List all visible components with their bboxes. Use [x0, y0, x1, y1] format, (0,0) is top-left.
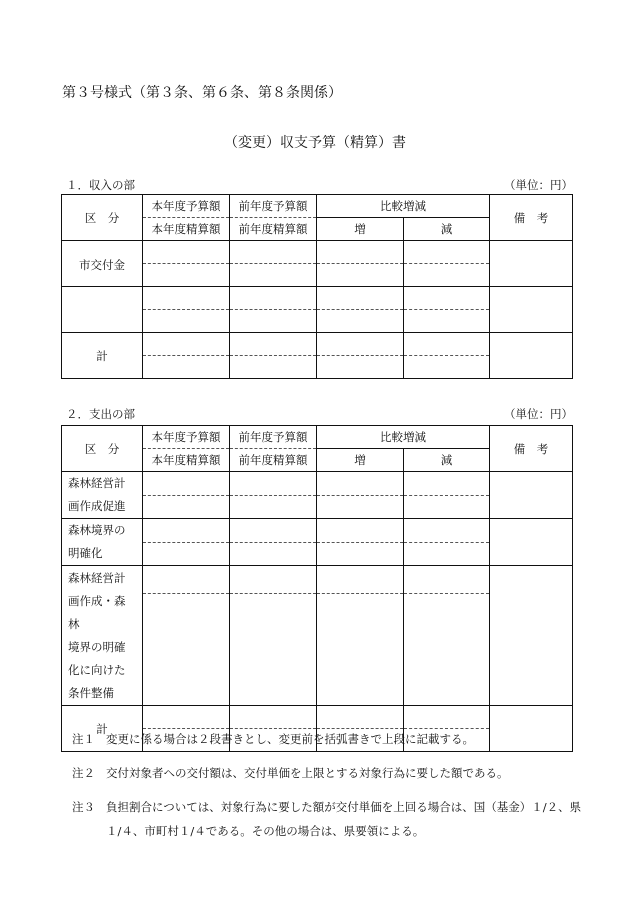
- income-table: [61, 194, 573, 379]
- table-cell: [143, 594, 230, 706]
- expense-total-label: 計: [62, 706, 143, 752]
- header-this-year-budget: 本年度予算額: [143, 426, 230, 449]
- header-prev-year-budget: 前年度予算額: [230, 195, 317, 218]
- note-number: 注２: [72, 766, 95, 780]
- header-remarks: 備 考: [490, 195, 573, 241]
- table-cell: [404, 356, 490, 379]
- table-cell: [143, 566, 230, 594]
- expense-unit-label: （単位：円）: [504, 407, 573, 421]
- expense-row-label: [62, 519, 143, 566]
- table-cell: [404, 241, 490, 264]
- table-cell: [490, 287, 573, 333]
- table-cell: [317, 542, 404, 566]
- table-cell: [143, 287, 230, 310]
- note-item: [72, 761, 592, 785]
- label-line: 森林経営計: [68, 571, 126, 585]
- expense-section-label: ２．支出の部: [66, 407, 135, 421]
- table-cell: [404, 333, 490, 356]
- table-cell: [230, 542, 317, 566]
- expense-table: [61, 425, 573, 752]
- table-cell: [230, 495, 317, 519]
- document-title: （変更）収支予算（精算）書: [224, 135, 406, 151]
- table-cell: [230, 264, 317, 287]
- label-line: 化に向けた: [68, 663, 126, 677]
- label-line: 画作成・森林: [68, 594, 126, 631]
- table-cell: [143, 333, 230, 356]
- table-cell: [317, 241, 404, 264]
- note-text: 変更に係る場合は２段書きとし、変更前を括弧書きで上段に記載する。: [106, 732, 474, 746]
- table-cell: [404, 566, 490, 594]
- header-decrease: 減: [404, 218, 490, 241]
- label-line: 明確化: [68, 546, 103, 560]
- header-prev-year-settled: 前年度精算額: [230, 449, 317, 472]
- table-cell: [143, 264, 230, 287]
- table-cell: [143, 706, 230, 729]
- table-cell: [317, 566, 404, 594]
- table-cell: [404, 287, 490, 310]
- table-cell: [230, 287, 317, 310]
- header-comparison: 比較増減: [317, 426, 490, 449]
- table-cell: [230, 706, 317, 729]
- table-cell: [230, 519, 317, 543]
- notes: [72, 727, 592, 853]
- table-cell: [404, 264, 490, 287]
- header-category: 区 分: [62, 426, 143, 472]
- table-cell: [490, 519, 573, 566]
- note-item: [72, 795, 592, 843]
- table-cell: [230, 566, 317, 594]
- table-cell: [404, 495, 490, 519]
- label-line: 森林経営計: [68, 476, 126, 490]
- table-cell: [143, 241, 230, 264]
- table-cell: [230, 594, 317, 706]
- income-row-label: 市交付金: [62, 241, 143, 287]
- header-increase: 増: [317, 449, 404, 472]
- table-cell: [490, 333, 573, 379]
- table-cell: [317, 333, 404, 356]
- header-this-year-budget: 本年度予算額: [143, 195, 230, 218]
- table-cell: [404, 542, 490, 566]
- header-increase: 増: [317, 218, 404, 241]
- table-cell: [317, 495, 404, 519]
- header-this-year-settled: 本年度精算額: [143, 218, 230, 241]
- table-cell: [404, 519, 490, 543]
- table-cell: [317, 594, 404, 706]
- table-cell: [404, 594, 490, 706]
- label-line: 森林境界の: [68, 523, 126, 537]
- table-cell: [143, 542, 230, 566]
- income-row-label: [62, 287, 143, 333]
- table-cell: [317, 706, 404, 729]
- table-cell: [490, 472, 573, 519]
- label-line: 境界の明確: [68, 640, 126, 654]
- note-text: 負担割合については、対象行為に要した額が交付単価を上回る場合は、国（基金）１/２、県１/４、市町村１/４である。その他の場合は、県要領による。: [106, 800, 582, 838]
- table-cell: [230, 310, 317, 333]
- form-number: 第３号様式（第３条、第６条、第８条関係）: [62, 85, 342, 101]
- table-cell: [230, 333, 317, 356]
- table-cell: [317, 264, 404, 287]
- table-cell: [404, 310, 490, 333]
- table-cell: [143, 519, 230, 543]
- note-number: 注３: [72, 800, 95, 814]
- label-line: 画作成促進: [68, 499, 126, 513]
- table-cell: [490, 566, 573, 706]
- table-cell: [230, 241, 317, 264]
- header-decrease: 減: [404, 449, 490, 472]
- header-prev-year-budget: 前年度予算額: [230, 426, 317, 449]
- table-cell: [317, 287, 404, 310]
- table-cell: [230, 356, 317, 379]
- note-number: 注１: [72, 732, 95, 746]
- table-cell: [404, 472, 490, 496]
- header-comparison: 比較増減: [317, 195, 490, 218]
- table-cell: [143, 472, 230, 496]
- header-prev-year-settled: 前年度精算額: [230, 218, 317, 241]
- expense-row-label: [62, 566, 143, 706]
- note-text: 交付対象者への交付額は、交付単価を上限とする対象行為に要した額である。: [106, 766, 509, 780]
- header-category: 区 分: [62, 195, 143, 241]
- label-line: 条件整備: [68, 686, 114, 700]
- table-cell: [317, 519, 404, 543]
- table-cell: [143, 356, 230, 379]
- table-cell: [143, 495, 230, 519]
- header-this-year-settled: 本年度精算額: [143, 449, 230, 472]
- table-cell: [490, 241, 573, 287]
- table-cell: [317, 472, 404, 496]
- header-remarks: 備 考: [490, 426, 573, 472]
- expense-row-label: [62, 472, 143, 519]
- income-unit-label: （単位：円）: [504, 178, 573, 192]
- table-cell: [143, 310, 230, 333]
- table-cell: [317, 310, 404, 333]
- table-cell: [230, 472, 317, 496]
- table-cell: [317, 356, 404, 379]
- table-cell: [404, 706, 490, 729]
- income-section-label: １．収入の部: [66, 178, 135, 192]
- income-total-label: 計: [62, 333, 143, 379]
- note-item: [72, 727, 592, 751]
